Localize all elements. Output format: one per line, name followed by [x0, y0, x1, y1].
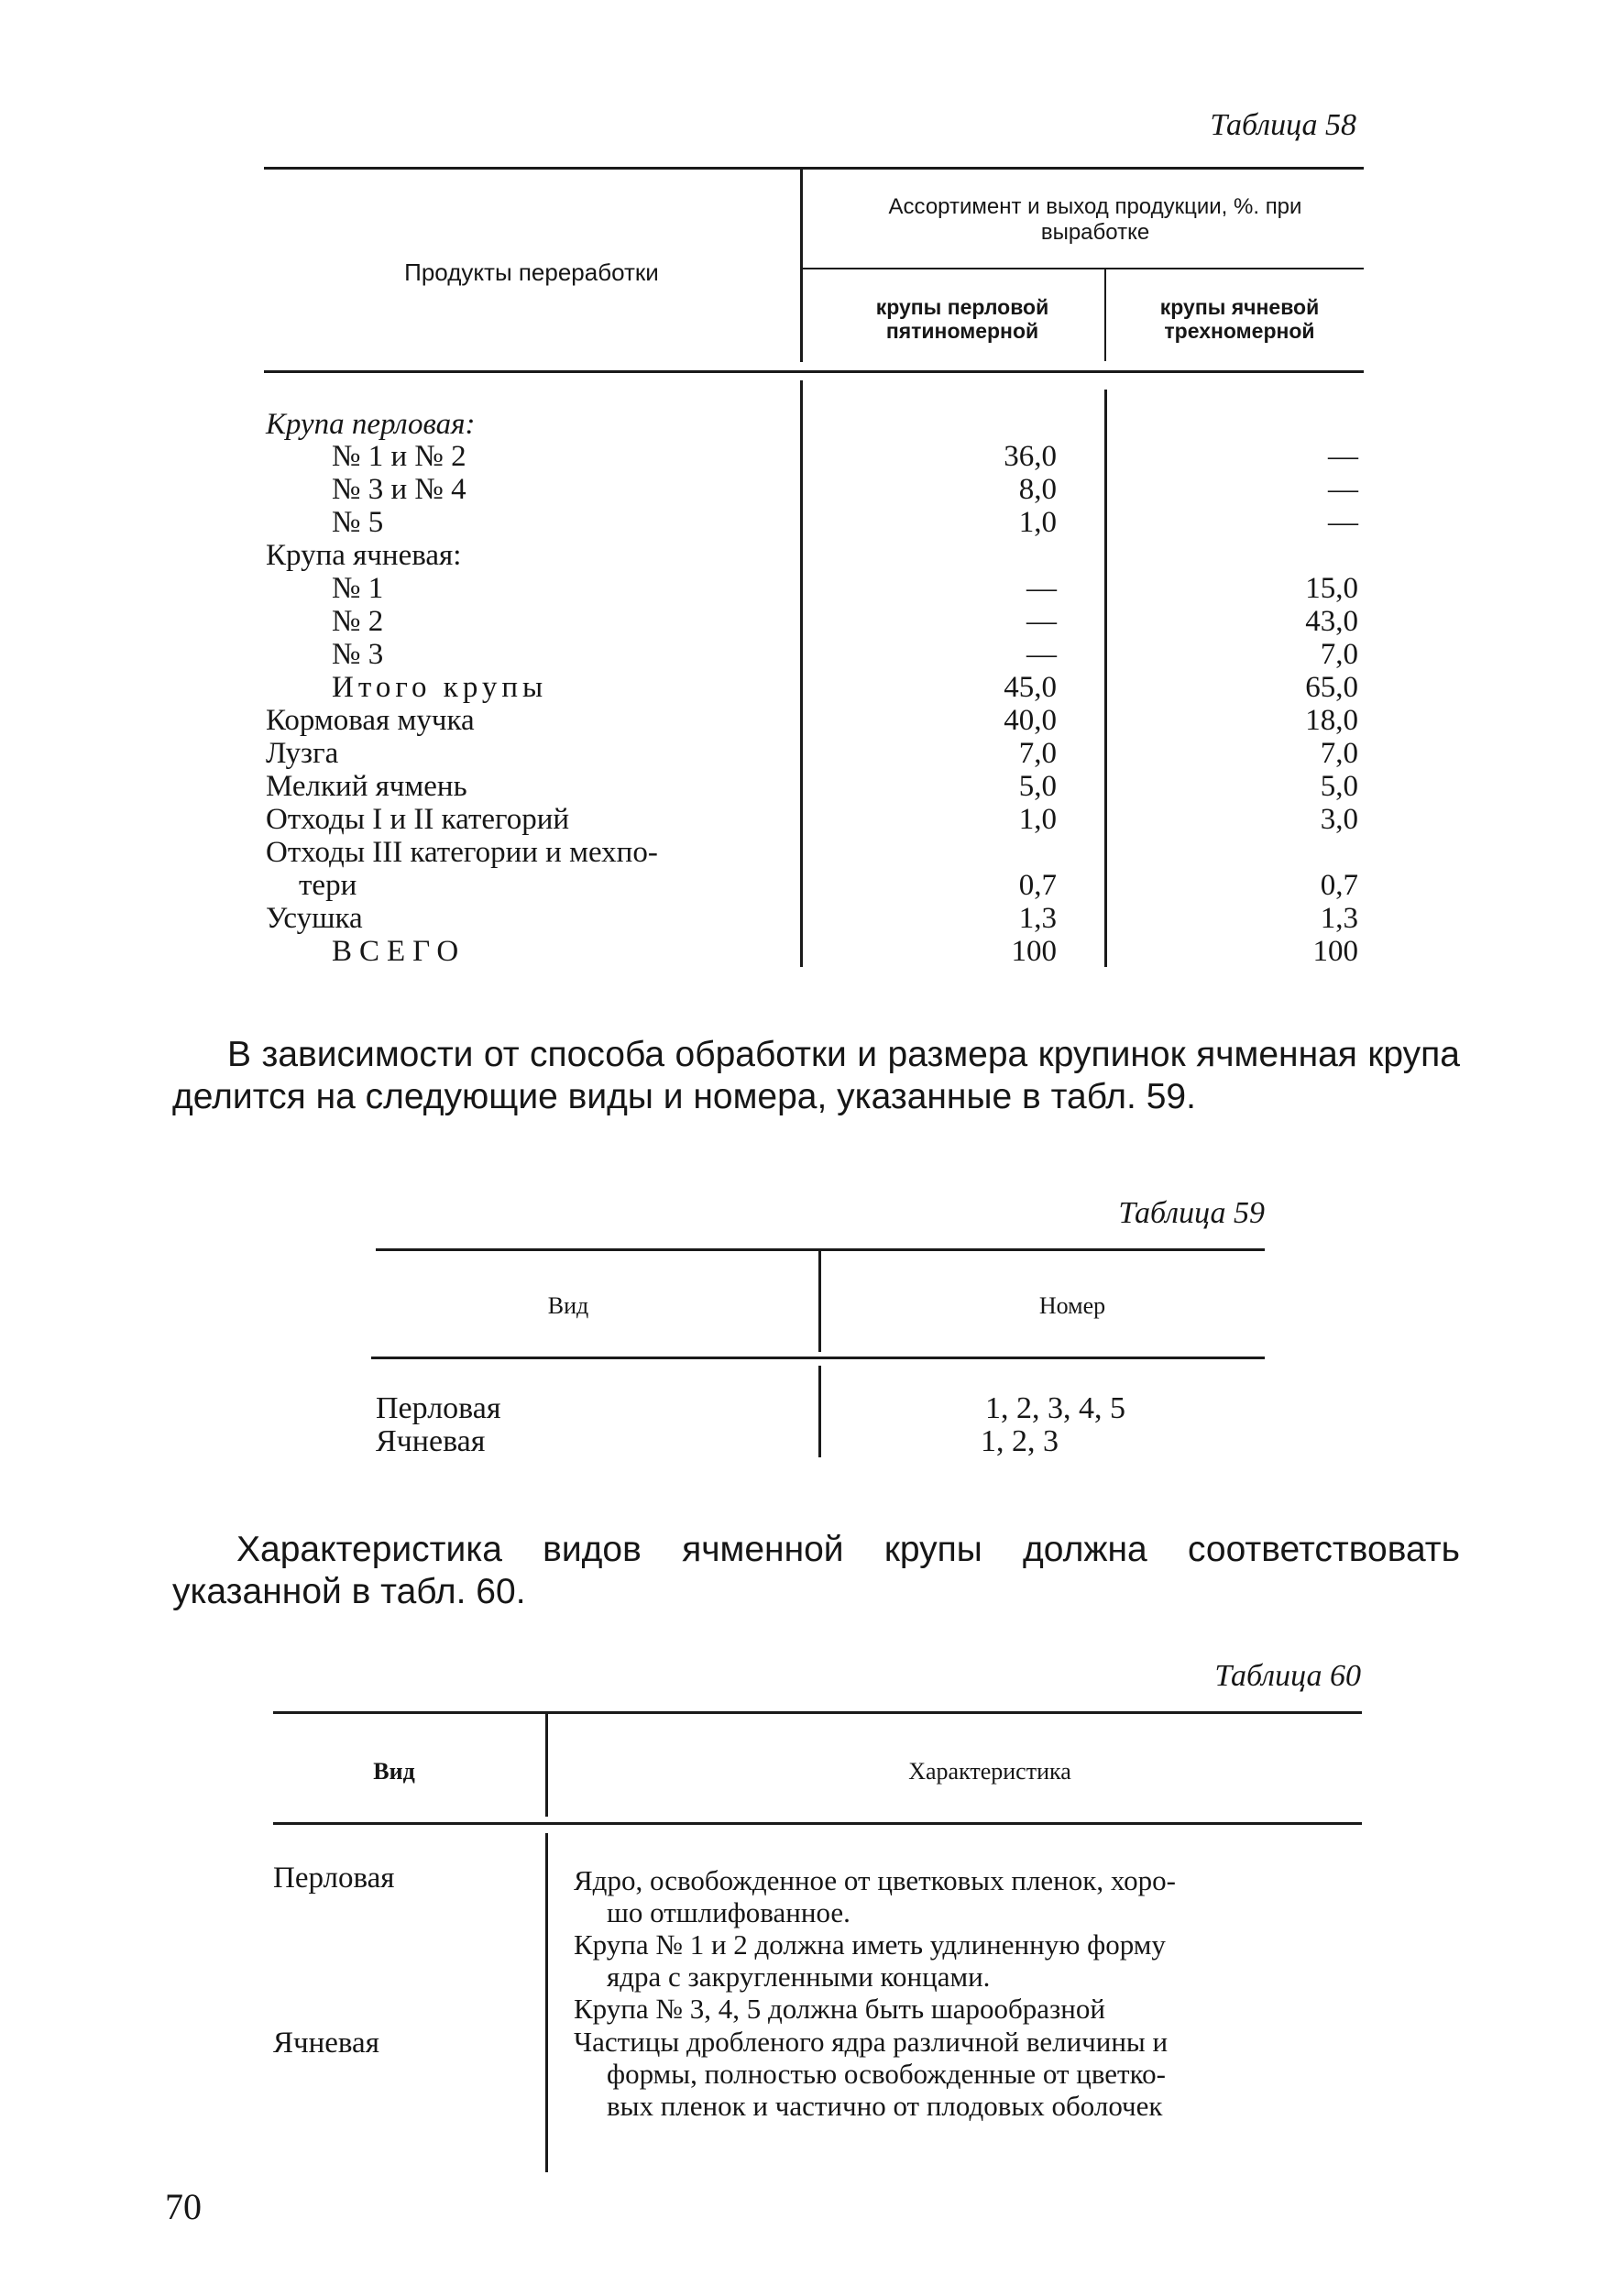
- value-barley: —: [1328, 506, 1358, 539]
- value-barley: 5,0: [1320, 770, 1358, 803]
- value-pearl: —: [1026, 572, 1057, 605]
- row-label: Крупа перловая:: [266, 408, 476, 441]
- table59-header-kind: Вид: [547, 1292, 589, 1319]
- value-barley: 7,0: [1320, 737, 1358, 770]
- row-label: № 3 и № 4: [332, 473, 466, 506]
- row-label: № 5: [332, 506, 384, 539]
- row-label: Отходы I и II категорий: [266, 803, 570, 836]
- row-label: Итого крупы: [332, 671, 548, 704]
- table-row: [266, 837, 1366, 869]
- table58-header-products: Продукты переработки: [404, 258, 659, 286]
- table-row: [376, 1391, 1265, 1424]
- row-label: Мелкий ячмень: [266, 770, 467, 803]
- row-label: Усушка: [266, 902, 363, 935]
- table-row: [266, 639, 1366, 671]
- table59-header-vline: [818, 1251, 821, 1352]
- char-line: Ядро, освобожденное от цветковых пленок, хоро-: [574, 1864, 1176, 1896]
- value-barley: —: [1328, 440, 1358, 473]
- table60-body-vline: [545, 1833, 548, 2172]
- value-pearl: 7,0: [1018, 737, 1057, 770]
- table-row: [266, 606, 1366, 638]
- value-pearl: 0,7: [1018, 869, 1057, 902]
- table60-top-rule: [273, 1711, 1362, 1714]
- table-row: [376, 1424, 1265, 1457]
- value-pearl: 36,0: [1004, 440, 1057, 473]
- table-row: [266, 573, 1366, 605]
- value-pearl: 8,0: [1018, 473, 1057, 506]
- page-number: 70: [165, 2186, 202, 2227]
- row-label: тери: [299, 869, 357, 902]
- row-label: № 1 и № 2: [332, 440, 466, 473]
- value-pearl: 1,0: [1018, 506, 1057, 539]
- value-barley: 3,0: [1320, 803, 1358, 836]
- value-barley: 1,3: [1320, 902, 1358, 935]
- table58-header-col2: крупы ячневой трехномерной: [1159, 295, 1320, 343]
- table-row: [266, 738, 1366, 770]
- value-pearl: 5,0: [1018, 770, 1057, 803]
- row-label: Кормовая мучка: [266, 704, 475, 737]
- value-barley: 65,0: [1305, 671, 1358, 704]
- row-label: № 2: [332, 605, 384, 638]
- char-line: вых пленок и частично от плодовых оболочек: [607, 2090, 1163, 2122]
- table-row: [266, 804, 1366, 836]
- char-line: формы, полностью освобожденные от цветко-: [607, 2058, 1166, 2090]
- table60-header-char: Характеристика: [908, 1758, 1071, 1785]
- value-barley: 0,7: [1320, 869, 1358, 902]
- table59-header-bottom-rule: [371, 1357, 1265, 1359]
- row-label: № 1: [332, 572, 384, 605]
- row-label: Отходы III категории и мехпо-: [266, 836, 658, 869]
- table58-header-vline: [800, 170, 803, 362]
- table-row: [266, 771, 1366, 803]
- row-label: ВСЕГО: [332, 935, 466, 968]
- table58-header-vline-2: [1104, 269, 1106, 361]
- table-row: [266, 507, 1366, 539]
- value-pearl: —: [1026, 638, 1057, 671]
- char-line: Крупа № 1 и 2 должна иметь удлиненную форму: [574, 1928, 1166, 1961]
- table-row: [266, 870, 1366, 902]
- row-label: Лузга: [266, 737, 339, 770]
- row-number: 1, 2, 3: [981, 1424, 1059, 1458]
- value-barley: 7,0: [1320, 638, 1358, 671]
- row-label: Крупа ячневая:: [266, 539, 462, 572]
- table58-header-group: Ассортимент и выход продукции, %. при выработке: [888, 194, 1302, 245]
- paragraph-2: Характеристика видов ячменной крупы должна соответствовать указанной в табл. 60.: [172, 1530, 1460, 1611]
- row-number: 1, 2, 3, 4, 5: [985, 1391, 1125, 1425]
- value-pearl: 100: [1011, 935, 1057, 968]
- value-pearl: 1,3: [1018, 902, 1057, 935]
- value-barley: 100: [1312, 935, 1358, 968]
- row-kind: Перловая: [273, 1862, 395, 1895]
- table-row: [266, 936, 1366, 968]
- value-pearl: 40,0: [1004, 704, 1057, 737]
- value-barley: 18,0: [1305, 704, 1358, 737]
- row-kind: Ячневая: [273, 2027, 379, 2060]
- table-row: [266, 540, 1366, 572]
- table-row: [266, 409, 1366, 441]
- value-pearl: 45,0: [1004, 671, 1057, 704]
- paragraph-1: В зависимости от способа обработки и размера крупинок ячменная крупа делится на следующие виды и номера, указанные в табл. 59.: [172, 1035, 1460, 1116]
- table58-header-mid-rule: [802, 268, 1364, 269]
- row-kind: Перловая: [376, 1391, 501, 1425]
- table58-header-bottom-rule: [264, 370, 1364, 373]
- table58-caption: Таблица 58: [1210, 108, 1356, 142]
- value-pearl: —: [1026, 605, 1057, 638]
- value-barley: 15,0: [1305, 572, 1358, 605]
- value-pearl: 1,0: [1018, 803, 1057, 836]
- char-line: ядра с закругленными концами.: [607, 1961, 991, 1993]
- table-row: [266, 474, 1366, 506]
- table-row: [266, 672, 1366, 704]
- table60-header-kind: Вид: [373, 1758, 415, 1785]
- table-row: [266, 705, 1366, 737]
- table-row: [266, 441, 1366, 473]
- table58-header-col1: крупы перловой пятиномерной: [875, 295, 1049, 343]
- table60-header-bottom-rule: [273, 1822, 1362, 1825]
- table59-header-number: Номер: [1038, 1292, 1106, 1319]
- char-line: Крупа № 3, 4, 5 должна быть шарообразной: [574, 1993, 1105, 2025]
- row-label: № 3: [332, 638, 384, 671]
- value-barley: —: [1328, 473, 1358, 506]
- table60-header-vline: [545, 1714, 548, 1817]
- table59-caption: Таблица 59: [1118, 1196, 1265, 1230]
- table60-caption: Таблица 60: [1214, 1659, 1361, 1693]
- table58-top-rule: [264, 167, 1364, 170]
- char-line: шо отшлифованное.: [607, 1896, 850, 1928]
- char-line: Частицы дробленого ядра различной величины и: [574, 2026, 1169, 2058]
- table-row: [266, 903, 1366, 935]
- row-kind: Ячневая: [376, 1424, 486, 1458]
- value-barley: 43,0: [1305, 605, 1358, 638]
